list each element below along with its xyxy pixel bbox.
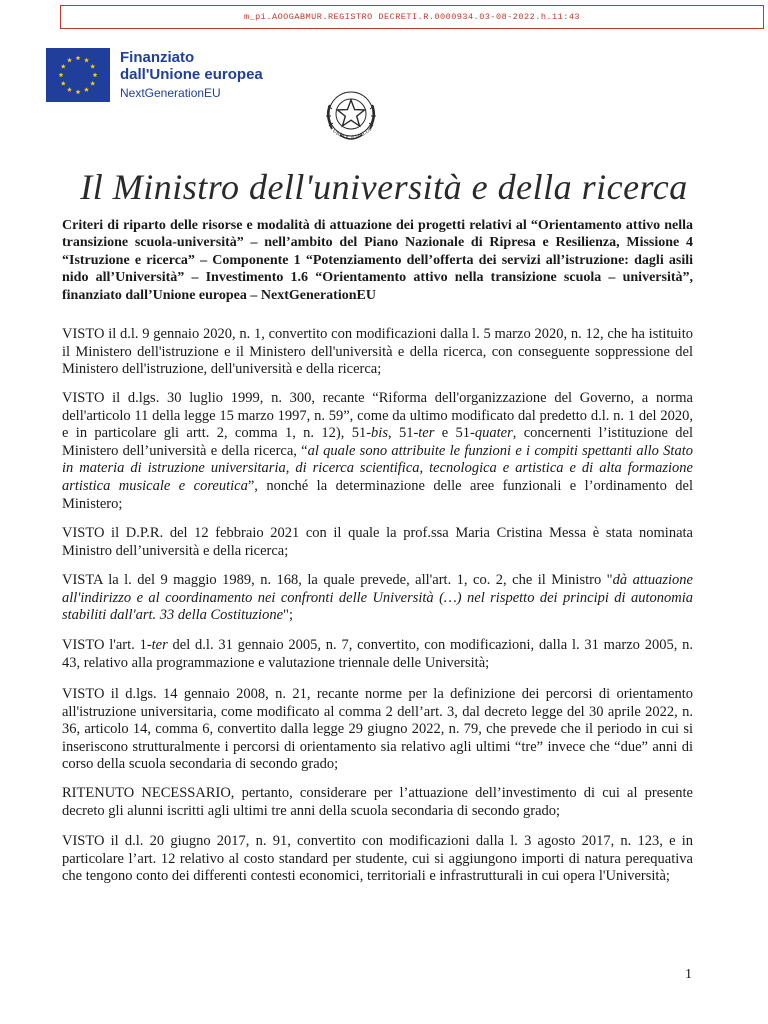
eu-star-icon	[76, 89, 81, 94]
paragraph-segment: VISTO l'art. 1-	[62, 637, 152, 653]
eu-logo-line1: Finanziato	[120, 49, 195, 66]
eu-star-icon	[84, 58, 89, 63]
eu-star-icon	[76, 55, 81, 60]
eu-star-icon	[90, 64, 95, 69]
paragraph-segment: quater	[474, 425, 513, 442]
eu-logo-line3: NextGenerationEU	[120, 86, 221, 100]
protocol-stamp-text: m_pi.AOOGABMUR.REGISTRO DECRETI.R.0000934.03-08-2022.h.11:43	[243, 12, 581, 22]
paragraph-segment: ";	[283, 607, 293, 624]
page-number: 1	[685, 967, 692, 982]
paragraph-visto-art-1-ter	[62, 637, 693, 672]
eu-flag-icon	[46, 48, 110, 102]
emblem-text: UBBLICA ITALIA	[331, 126, 373, 142]
paragraph-segment: e 51-	[434, 425, 475, 442]
eu-logo-line2: dall'Unione europea	[120, 66, 263, 83]
paragraph-segment: ter	[151, 637, 168, 653]
paragraph-visto-dl-2020	[62, 326, 693, 379]
paragraph-segment: ter	[418, 425, 435, 442]
paragraph-segment: , concernenti l’istituzione del Ministero dell’università e della ricerca, “	[62, 425, 694, 459]
paragraph-segment: bis	[371, 425, 388, 442]
eu-stars-icon	[46, 48, 110, 102]
eu-funding-logo	[46, 48, 263, 104]
eu-star-icon	[61, 81, 66, 86]
paragraph-segment: dà attuazione all'indirizzo e al coordinamento nei confronti delle Università (…) nel rispetto dei principi di autonomia stabiliti dall'art. 33 della Costituzione	[62, 572, 693, 624]
paragraph-segment: , 51-	[387, 425, 419, 442]
minister-title: Il Ministro dell'università e della ricerca	[80, 167, 688, 207]
paragraph-segment: VISTO il d.l. 9 gennaio 2020, n. 1, convertito con modificazioni dalla l. 5 marzo 2020, n. 12, che ha istituito il Ministero dell'istruzione e il Ministero dell'università e della ricerca, con conseguente soppressione del Ministero dell'istruzione, dell'università e della ricerca;	[62, 326, 693, 378]
paragraph-segment: VISTO il d.lgs. 30 luglio 1999, n. 300, recante “Riforma dell'organizzazione del Governo, a norma dell'articolo 11 della legge 15 marzo 1997, n. 59”, come da ultimo modificato dal predetto d.l. n. 1 del 2020, e in particolare gli artt. 2, comma 1, n. 12), 51-	[62, 390, 693, 442]
paragraph-visto-dlgs-300	[62, 390, 693, 513]
republic-emblem-icon	[318, 83, 384, 149]
paragraph-ritenuto-necessario	[62, 785, 693, 820]
paragraph-visto-dl-91	[62, 833, 693, 886]
paragraph-visto-dlgs-21	[62, 686, 693, 774]
document-title: Criteri di riparto delle risorse e modalità di attuazione dei progetti relativi al “Orientamento attivo nella transizione scuola-università” – nell’ambito del Piano Nazionale di Ripresa e Resilienza, Missione 4 “Istruzione e ricerca” – Componente 1 “Potenziamento dell’offerta dei servizi all’istruzione: dagli asili nido all’Università” – Investimento 1.6 “Orientamento attivo nella transizione scuola – università”, finanziato dall’Unione europea – NextGenerationEU	[62, 218, 693, 303]
paragraph-segment: al quale sono attribuite le funzioni e i compiti spettanti allo Stato in materia di istruzione universitaria, di ricerca scientifica, tecnologica e artistica e di alta formazione artistica musicale e coreutica	[62, 442, 693, 494]
paragraph-visto-dpr	[62, 525, 693, 560]
eu-logo-text	[120, 49, 263, 102]
eu-star-icon	[67, 58, 72, 63]
eu-star-icon	[59, 72, 64, 77]
paragraph-segment: ”, nonché la determinazione delle aree funzionali e l’ordinamento del Ministero;	[62, 477, 693, 512]
paragraph-segment: del d.l. 31 gennaio 2005, n. 7, convertito, con modificazioni, dalla l. 31 marzo 2005, n. 43, relativo alla programmazione e valutazione triennale delle Università;	[62, 637, 693, 671]
paragraph-segment: VISTO il d.l. 20 giugno 2017, n. 91, convertito con modificazioni dalla l. 3 agosto 2017, n. 123, e in particolare l’art. 12 relativo al costo standard per studente, cui si aggiungono importi di natura perequativa che tengono conto dei differenti contesti economici, territoriali e infrastrutturali in cui opera l'Università;	[62, 833, 693, 885]
paragraph-segment: RITENUTO NECESSARIO, pertanto, considerare per l’attuazione dell’investimento di cui al presente decreto gli alunni iscritti agli ultimi tre anni della scuola secondaria di secondo grado;	[62, 785, 693, 819]
eu-star-icon	[67, 87, 72, 92]
eu-star-icon	[84, 87, 89, 92]
protocol-stamp	[60, 5, 764, 29]
eu-star-icon	[90, 81, 95, 86]
eu-star-icon	[61, 64, 66, 69]
paragraph-vista-l-168	[62, 572, 693, 625]
paragraph-segment: VISTO il d.lgs. 14 gennaio 2008, n. 21, recante norme per la definizione dei percorsi di orientamento all'istruzione universitaria, come modificato al comma 2 dell’art. 3, dal decreto legge del 30 aprile 2022, n. 36, articolo 14, comma 6, convertito dalla legge 29 giugno 2022, n. 79, che prevede che il periodo in cui si inseriscono strutturalmente i percorsi di orientamento sia relativo agli ultimi “tre” invece che “due” anni di corso della scuola secondaria di secondo grado;	[62, 686, 693, 773]
paragraph-segment: VISTA la l. del 9 maggio 1989, n. 168, la quale prevede, all'art. 1, co. 2, che il Ministro "	[62, 572, 613, 588]
paragraph-segment: VISTO il D.P.R. del 12 febbraio 2021 con il quale la prof.ssa Maria Cristina Messa è stata nominata Ministro dell’università e della ricerca;	[62, 525, 693, 559]
eu-star-icon	[93, 72, 98, 77]
